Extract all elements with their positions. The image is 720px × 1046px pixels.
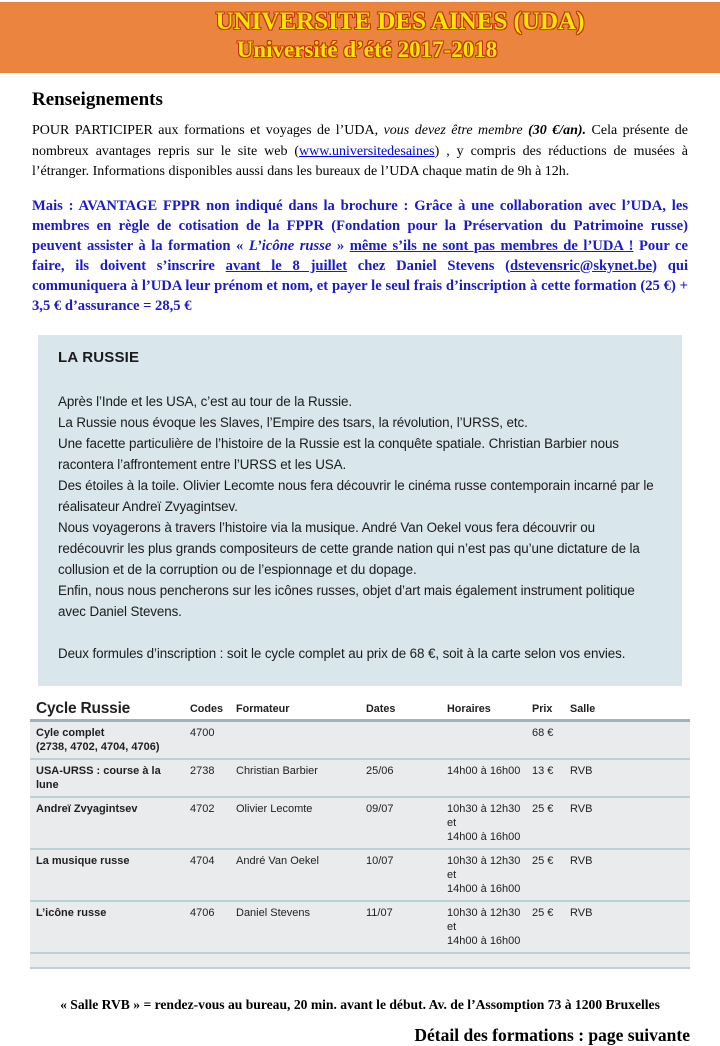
fppr-notice-paragraph	[32, 196, 688, 316]
table-row	[30, 798, 690, 850]
intro-paragraph	[32, 121, 688, 183]
cell-salle: RVB	[570, 764, 593, 777]
table-header-row	[30, 698, 690, 722]
banner-title: UNIVERSITE DES AINES (UDA)	[215, 8, 585, 35]
russia-box-paragraph: La Russie nous évoque les Slaves, l’Empire des tsars, la révolution, l’URSS, etc.	[58, 414, 528, 430]
notice-underline-1: même s’ils ne sont pas membres de l’UDA !	[349, 237, 634, 254]
cell-date: 25/06	[366, 764, 394, 777]
intro-text-2: Cela présente de nombreux avantages repris sur le site web (	[32, 123, 688, 159]
column-header-horaires: Horaires	[447, 702, 491, 715]
column-header-dates: Dates	[366, 702, 396, 715]
cell-formateur: Christian Barbier	[236, 764, 318, 777]
notice-text-5: ) qui communiquera à l’UDA leur prénom et nom, et payer le seul frais d’inscription à cette formation (25 €) + 3,5 € d’assurance = 28,5 €	[32, 257, 689, 314]
table-title: Cycle Russie	[36, 699, 131, 717]
course-name-italic: L’icône russe	[248, 237, 332, 254]
russia-box-title: LA RUSSIE	[58, 348, 140, 366]
column-header-prix: Prix	[532, 702, 553, 715]
column-header-formateur: Formateur	[236, 702, 290, 715]
table-row	[30, 850, 690, 902]
cell-horaires: 10h30 à 12h30 et 14h00 à 16h00	[447, 802, 521, 843]
cell-formation-name: Cyle complet (2738, 4702, 4704, 4706)	[36, 726, 160, 753]
website-link[interactable]: www.universitedesaines	[299, 143, 435, 159]
table-body	[30, 722, 690, 954]
notice-text-3: Pour ce faire, ils doivent s’inscrire	[32, 237, 689, 274]
cell-code: 4706	[190, 906, 215, 919]
notice-text-4: chez Daniel Stevens (	[347, 257, 511, 274]
cell-prix: 25 €	[532, 802, 554, 815]
next-page-note: Détail des formations : page suivante	[414, 1024, 690, 1045]
cell-salle: RVB	[570, 854, 593, 867]
header-banner	[0, 2, 720, 73]
table-spacer-row	[30, 954, 690, 969]
salle-note: « Salle RVB » = rendez-vous au bureau, 20 min. avant le début. Av. de l’Assomption 73 à 1200 Bruxelles	[60, 996, 660, 1012]
cell-formation-name: L’icône russe	[36, 906, 107, 919]
russia-box-paragraph: Une facette particulière de l’histoire de la Russie est la conquête spatiale. Christian Barbier nous racontera l’affrontement entre l’URSS et les USA.	[58, 435, 619, 472]
cell-formateur	[230, 722, 360, 730]
cell-date	[360, 722, 441, 730]
russia-box-paragraph: Nous voyagerons à travers l’histoire via la musique. André Van Oekel vous fera découvrir ou redécouvrir les plus grands compositeurs de cette grande nation qui n’est pas qu’une dictature de la collusion et de la corruption ou de l’espionnage et du dopage.	[58, 519, 640, 577]
intro-text-1: POUR PARTICIPER aux formations et voyages de l’UDA,	[32, 123, 384, 138]
russia-box-paragraph: Après l’Inde et les USA, c’est au tour de la Russie.	[58, 393, 353, 409]
cell-code: 4704	[190, 854, 215, 867]
cell-code: 2738	[190, 764, 215, 777]
table-row	[30, 722, 690, 760]
membership-italic: vous devez être membre	[383, 123, 529, 138]
banner-subtitle: Université d’été 2017-2018	[236, 37, 498, 62]
russia-box-paragraph: Enfin, nous nous pencherons sur les icônes russes, objet d’art mais également instrument politique avec Daniel Stevens.	[58, 582, 635, 619]
notice-text-1: Mais : AVANTAGE FPPR non indiqué dans la brochure : Grâce à une collaboration avec l’UDA, les membres en règle de cotisation de la FPPR (Fondation pour la Préservation du Patrimoine russe) peuvent assister à la formation «	[32, 197, 688, 254]
russia-box	[38, 335, 682, 686]
cell-formateur: Olivier Lecomte	[236, 802, 313, 815]
notice-underline-deadline: avant le 8 juillet	[225, 257, 348, 274]
cell-prix: 25 €	[532, 854, 554, 867]
email-link[interactable]: dstevensric@skynet.be	[510, 257, 653, 274]
column-header-codes: Codes	[190, 702, 223, 715]
cell-code: 4700	[190, 726, 215, 739]
column-header-salle: Salle	[570, 702, 596, 715]
cell-prix: 13 €	[532, 764, 554, 777]
membership-price: (30 €/an).	[528, 123, 587, 138]
cell-prix: 68 €	[532, 726, 554, 739]
cell-date: 11/07	[366, 906, 393, 919]
cell-horaires	[441, 722, 526, 730]
cell-horaires: 10h30 à 12h30 et 14h00 à 16h00	[447, 854, 521, 895]
table-row	[30, 760, 690, 798]
table-row	[30, 902, 690, 954]
cell-horaires: 10h30 à 12h30 et 14h00 à 16h00	[447, 906, 521, 947]
cell-formation-name: La musique russe	[36, 854, 130, 867]
cell-code: 4702	[190, 802, 215, 815]
cell-formateur: Daniel Stevens	[236, 906, 310, 919]
cell-date: 10/07	[366, 854, 394, 867]
russia-box-paragraph: Des étoiles à la toile. Olivier Lecomte nous fera découvrir le cinéma russe contemporain incarné par le réalisateur Andreï Zvyagintsev.	[58, 477, 654, 514]
cell-formation-name: Andreï Zvyagintsev	[36, 802, 138, 815]
cell-salle: RVB	[570, 802, 593, 815]
russia-box-paragraphs	[58, 391, 662, 622]
cell-formateur: André Van Oekel	[236, 854, 319, 867]
cell-salle	[564, 722, 640, 730]
cell-formation-name: USA-URSS : course à la lune	[36, 764, 161, 791]
cell-date: 09/07	[366, 802, 394, 815]
notice-text-2: »	[331, 237, 350, 254]
page-title: Renseignements	[32, 89, 163, 110]
cell-prix: 25 €	[532, 906, 554, 919]
intro-text-3: ) , y compris des réductions de musées à l’étranger. Informations disponibles aussi dans les bureaux de l’UDA chaque matin de 9h à 12h.	[32, 143, 688, 179]
cell-salle: RVB	[570, 906, 593, 919]
russia-box-footer: Deux formules d’inscription : soit le cycle complet au prix de 68 €, soit à la carte selon vos envies.	[58, 645, 626, 661]
cell-horaires: 14h00 à 16h00	[447, 764, 521, 777]
course-table	[30, 698, 690, 969]
